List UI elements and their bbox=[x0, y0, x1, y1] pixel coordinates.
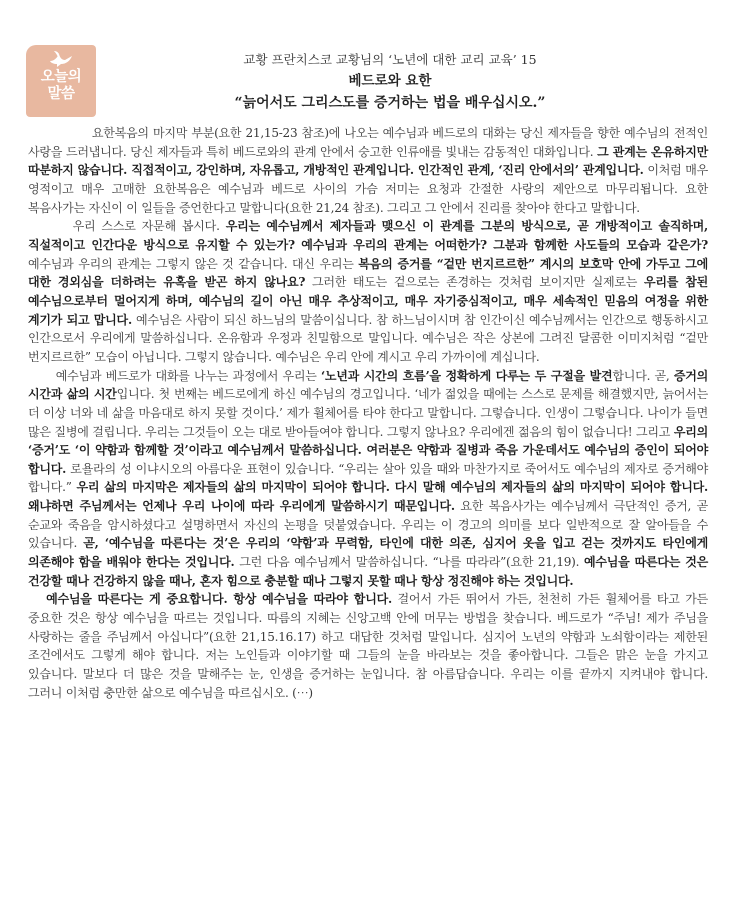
text-run: 합니다. 곧, bbox=[612, 368, 674, 383]
text-run: 우리 스스로 자문해 봅시다. bbox=[72, 219, 226, 234]
text-run: 이처럼 매우 영적이고 매우 고매한 요한복음은 예수님과 베드로 사이의 가슴 저미는 요청과 간절한 사랑의 제안으로 마무리됩니다. 요한 복음사가는 자신이 이 일들을 증언한다고 말합니다(요한 21,24 참조). 그리고 그 안에서 진리를 찾아야 한다고 말합니다. bbox=[28, 163, 708, 215]
text-run: 그런 다음 예수님께서 말씀하십니다. “나를 따라라”(요한 21,19). bbox=[234, 555, 584, 570]
emphasis-run: 그 관계는 온유하지만 따분하지 않습니다. 직접적이고, 강인하며, 자유롭고, 개방적인 관계입니다. 인간적인 관계, ‘진리 안에서의’ 관계입니다. bbox=[28, 144, 708, 178]
text-run: 입니다. 첫 번째는 베드로에게 하신 예수님의 경고입니다. ‘네가 젊었을 때에는 스스로 문제를 해결했지만, 늙어서는 더 이상 너와 네 삶을 마음대로 하지 못할 것이다.’ 제가 휠체어를 타야 한다고 말합니다. 그렇습니다. 인생이 그렇습니다. 나이가 들면 많은 질병에 걸립니다. 우리는 그것들이 오는 대로 받아들여야 합니다. 그렇지 않나요? 우리에겐 젊음의 힘이 없습니다! 그리고 bbox=[28, 387, 708, 439]
text-run: 예수님과 베드로가 대화를 나누는 과정에서 우리는 bbox=[55, 368, 321, 383]
emphasis-run: 우리 삶의 마지막은 제자들의 삶의 마지막이 되어야 합니다. 다시 말해 예수님의 제자들의 삶의 마지막이 되어야 합니다. 왜냐하면 주님께서는 언제나 우리 나이에 따라 우리에게 말씀하시기 때문입니다. bbox=[28, 480, 709, 514]
text-run: 요한 복음사가는 예수님께서 극단적인 증거, 곧 순교와 죽음을 암시하셨다고 설명하면서 자신의 논평을 덧붙였습니다. 우리는 이 경고의 의미를 보다 일반적으로 잘 알아들을 수 있습니다. bbox=[28, 499, 708, 551]
page-subtitle: “늙어서도 그리스도를 증거하는 법을 배우십시오.” bbox=[234, 95, 546, 111]
emphasis-run: ‘노년과 시간의 흐름’을 정확하게 다루는 두 구절을 발견 bbox=[320, 368, 613, 383]
emphasis-run: 우리를 참된 예수님으로부터 멀어지게 하며, 예수님의 길이 아닌 매우 추상적이고, 매우 자기중심적이고, 매우 세속적인 믿음의 여정을 위한 계기가 되고 맙니다. bbox=[28, 275, 708, 327]
document-header bbox=[110, 50, 670, 114]
emphasis-run: 우리는 예수님께서 제자들과 맺으신 이 관계를 그분의 방식으로, 곧 개방적이고 솔직하며, 직설적이고 인간다운 방식으로 유지할 수 있는가? 예수님과 우리의 관계는 어떠한가? 그분과 함께한 사도들의 모습과 같은가? bbox=[28, 219, 708, 252]
dove-icon bbox=[48, 49, 74, 69]
badge-line-2: 말씀 bbox=[47, 86, 75, 102]
text-run: 로욜라의 성 이냐시오의 아름다운 표현이 있습니다. “우리는 살아 있을 때와 마찬가지로 죽어서도 예수님의 제자로 증거해야 합니다.” bbox=[28, 461, 708, 495]
document-body bbox=[28, 124, 708, 702]
series-title: 교황 프란치스코 교황님의 ‘노년에 대한 교리 교육’ 15 bbox=[243, 52, 537, 67]
page-title: 베드로와 요한 bbox=[348, 73, 432, 89]
emphasis-run: 곧, ‘예수님을 따른다는 것’은 우리의 ‘약함’과 무력함, 타인에 대한 의존, 심지어 옷을 입고 걷는 것까지도 타인에게 의존해야 함을 배워야 한다는 것입니다. bbox=[28, 536, 708, 570]
text-run: 예수님과 우리의 관계는 그렇지 않은 것 같습니다. 대신 우리는 bbox=[28, 256, 359, 271]
paragraph bbox=[28, 367, 708, 591]
text-run: 요한복음의 마지막 부분(요한 21,15-23 참조)에 나오는 예수님과 베드로의 대화는 당신 제자들을 향한 예수님의 전적인 사랑을 드러냅니다. 당신 제자들과 특히 베드로와의 관계 안에서 숭고한 인류애를 빛내는 감동적인 대화입니다. bbox=[28, 126, 708, 159]
todays-word-badge bbox=[26, 45, 96, 117]
text-run: 걸어서 가든 뛰어서 가든, 천천히 가든 휠체어를 타고 가든 중요한 것은 항상 예수님을 따르는 것입니다. 따름의 지혜는 신앙고백 안에 머무는 방법을 찾습니다. 베드로가 “주님! 제가 주님을 사랑하는 줄을 주님께서 아십니다”(요한 21,15.16.17) 하고 대답한 것처럼 말입니다. 심지어 노년의 약함과 노쇠함이라는 제한된 조건에서도 그렇게 해야 합니다. 저는 노인들과 이야기할 때 그들의 눈을 바라보는 것을 좋아합니다. 그들은 맑은 눈을 가지고 있습니다. 말보다 더 많은 것을 말해주는 눈, 인생을 증거하는 눈입니다. 참 아름답습니다. 우리는 이를 끝까지 지켜내야 합니다. 그러니 이처럼 충만한 삶으로 예수님을 따르십시오. (⋯) bbox=[28, 592, 708, 700]
emphasis-run: 복음의 증거를 “겉만 번지르르한” 계시의 보호막 안에 가두고 그에 대한 경외심을 더하려는 유혹을 받곤 하지 않나요? bbox=[28, 256, 708, 290]
text-run: 그러한 태도는 겉으로는 존경하는 것처럼 보이지만 실제로는 bbox=[305, 275, 644, 290]
emphasis-run: 우리의 ‘증거’도 ‘이 약함과 함께할 것’이라고 예수님께서 말씀하십니다. 여러분은 약함과 질병과 죽음 가운데서도 예수님의 증인이 되어야 합니다. bbox=[28, 424, 708, 476]
emphasis-run: 예수님을 따른다는 게 중요합니다. 항상 예수님을 따라야 합니다. bbox=[46, 592, 392, 607]
paragraph bbox=[28, 124, 708, 217]
emphasis-run: 증거의 시간과 삶의 시간 bbox=[28, 368, 709, 402]
paragraph bbox=[28, 590, 708, 702]
badge-line-1: 오늘의 bbox=[40, 69, 82, 85]
emphasis-run: 예수님을 따른다는 것은 건강할 때나 건강하지 않을 때나, 혼자 힘으로 충분할 때나 그렇지 못할 때나 항상 정진해야 하는 것입니다. bbox=[28, 555, 708, 588]
text-run: 예수님은 사람이 되신 하느님의 말씀이십니다. 참 하느님이시며 참 인간이신 예수님께서는 인간으로 행동하시고 인간으로서 우리에게 말씀하십니다. 온유함과 우정과 친밀함으로 말입니다. 예수님은 작은 상본에 그려진 달콤한 이미지처럼 “겉만 번지르르한” 모습이 아닙니다. 그렇지 않습니다. 예수님은 우리 안에 계시고 우리 가까이에 계십니다. bbox=[28, 312, 708, 364]
paragraph bbox=[28, 217, 708, 366]
